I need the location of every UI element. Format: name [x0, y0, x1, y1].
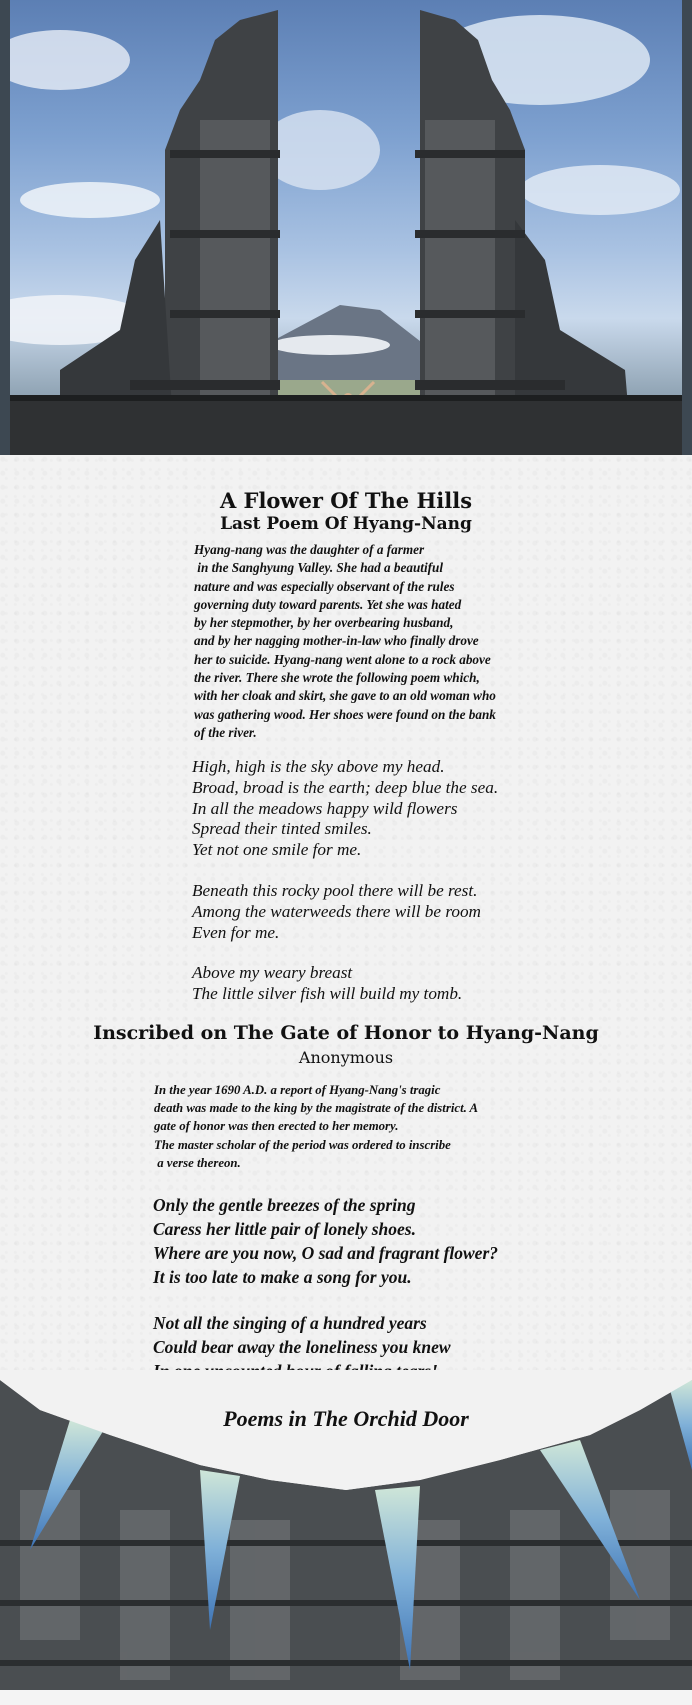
intro-line: of the river. — [194, 724, 257, 740]
intro-line: death was made to the king by the magistrate of the district. A — [154, 1101, 479, 1116]
verse-line: It is too late to make a song for you. — [153, 1267, 412, 1287]
stanza-break — [192, 861, 498, 881]
intro-line: The master scholar of the period was ordered to inscribe — [154, 1137, 451, 1152]
intro-line: by her stepmother, by her overbearing husband, — [194, 615, 454, 631]
verse-line: Broad, broad is the earth; deep blue the sea. — [192, 777, 499, 797]
poem2-author: Anonymous — [298, 1048, 394, 1067]
intro-line: in the Sanghyung Valley. She had a beautiful — [194, 560, 444, 576]
poem2-title: Inscribed on The Gate of Honor to Hyang-Nang — [93, 1022, 599, 1044]
intro-line: a verse thereon. — [154, 1155, 241, 1170]
intro-line: nature and was especially observant of the rules — [194, 578, 455, 594]
verse-line: Yet not one smile for me. — [192, 840, 362, 860]
verse-line: Above my weary breast — [192, 963, 353, 983]
intro-line: with her cloak and skirt, she gave to an old woman who — [194, 688, 496, 704]
photo-border-left — [0, 0, 10, 455]
poem1-title: A Flower Of The Hills — [219, 488, 473, 513]
poem1-subtitle: Last Poem Of Hyang-Nang — [220, 514, 472, 534]
verse-line: Caress her little pair of lonely shoes. — [153, 1219, 416, 1239]
intro-line: the river. There she wrote the following poem which, — [194, 670, 480, 686]
verse-line: Only the gentle breezes of the spring — [153, 1195, 416, 1215]
verse-line: High, high is the sky above my head. — [192, 757, 445, 776]
verse-line: In all the meadows happy wild flowers — [192, 798, 458, 818]
verse-line: Not all the singing of a hundred years — [153, 1313, 427, 1333]
intro-line: was gathering wood. Her shoes were found on the bank — [194, 706, 496, 722]
poem1-intro — [194, 541, 496, 742]
verse-line: The little silver fish will build my tomb. — [192, 984, 463, 1004]
verse-line: Could bear away the loneliness you knew — [153, 1337, 451, 1357]
stanza-break — [153, 1289, 498, 1311]
stanza-break — [192, 943, 498, 963]
gate-photo — [0, 0, 692, 455]
bottom-margin — [0, 1690, 692, 1705]
verse-line: Among the waterweeds there will be room — [192, 901, 481, 921]
intro-line: Hyang-nang was the daughter of a farmer — [194, 542, 425, 557]
book-title: Poems in The Orchid Door — [223, 1406, 469, 1431]
intro-line: gate of honor was then erected to her memory. — [154, 1119, 399, 1134]
intro-line: In the year 1690 A.D. a report of Hyang-Nang's tragic — [154, 1083, 441, 1097]
gate-illustration — [0, 0, 692, 455]
poem2-intro — [154, 1081, 478, 1172]
photo-border-right — [682, 0, 692, 455]
verse-line: Even for me. — [192, 922, 280, 942]
intro-line: her to suicide. Hyang-nang went alone to a rock above — [194, 651, 491, 667]
intro-line: governing duty toward parents. Yet she was hated — [194, 596, 462, 612]
verse-line: Spread their tinted smiles. — [192, 819, 372, 839]
poem1-verses — [192, 757, 498, 1005]
verse-line: Beneath this rocky pool there will be rest. — [192, 880, 478, 900]
verse-line: Where are you now, O sad and fragrant flower? — [153, 1243, 499, 1263]
intro-line: and by her nagging mother-in-law who finally drove — [194, 633, 479, 649]
poem2-verses — [153, 1193, 498, 1383]
